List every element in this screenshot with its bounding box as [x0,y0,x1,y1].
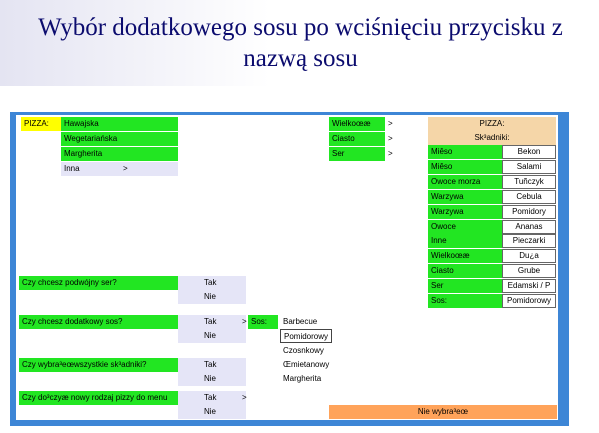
summary-row-value: Edamski / P [502,279,556,293]
arrow-right-icon: > [388,134,393,143]
slide-title: Wybór dodatkowego sosu po wciśnięciu przycisku z nazwą sosu [38,14,563,72]
pizza-option-inna[interactable] [61,162,178,176]
menu-pizza-yes-button[interactable]: Tak [178,391,246,405]
summary-row-label: Owoce [428,220,502,234]
double-cheese-no-button[interactable]: Nie [178,290,246,304]
sauce-option-margherita[interactable]: Margherita [283,374,322,383]
summary-row-label: Wielkoœæ [428,249,502,263]
arrow-right-icon: > [123,164,128,173]
all-ingredients-yes-button[interactable]: Tak [178,358,246,372]
summary-row-value: Du¿a [502,249,556,263]
extra-sauce-yes-label: Tak [204,317,217,326]
summary-row-value: Ananas [502,220,556,234]
extra-sauce-yes-button[interactable] [178,315,246,329]
summary-row-label: Miêso [428,145,502,159]
summary-row-label: Miêso [428,160,502,174]
size-button[interactable]: Wielkoœæ [329,117,385,131]
pizza-option-hawajska[interactable]: Hawajska [61,117,178,131]
summary-row-value: Pomidory [502,205,556,219]
summary-row-value: Cebula [502,190,556,204]
arrow-right-icon: > [388,119,393,128]
all-ingredients-no-button[interactable]: Nie [178,372,246,386]
summary-row-label: Warzywa [428,190,502,204]
summary-row-label: Sos: [428,294,502,308]
pizza-option-margherita[interactable]: Margherita [61,147,178,161]
pizza-option-inna-label: Inna [64,164,80,173]
arrow-right-icon: > [242,393,247,402]
summary-subheader: Sk³adniki: [428,131,556,145]
summary-row-value: Bekon [502,145,556,159]
question-menu-pizza: Czy do³czyæ nowy rodzaj pizzy do menu [19,391,178,405]
summary-row-label: Inne [428,234,502,248]
question-double-cheese: Czy chcesz podwójny ser? [19,276,178,290]
dough-button[interactable]: Ciasto [329,132,385,146]
extra-sauce-no-button[interactable]: Nie [178,329,246,343]
sauce-option-pomidorowy[interactable]: Pomidorowy [280,329,332,343]
sauce-option-czosnkowy[interactable]: Czosnkowy [283,346,324,355]
arrow-right-icon: > [388,149,393,158]
sauce-option-smietanowy[interactable]: Œmietanowy [283,360,330,369]
spreadsheet-area [16,115,558,420]
question-extra-sauce: Czy chcesz dodatkowy sos? [19,315,178,329]
summary-row-label: Owoce morza [428,175,502,189]
sauce-option-barbecue[interactable]: Barbecue [283,317,318,326]
cheese-button[interactable]: Ser [329,147,385,161]
menu-pizza-no-button[interactable]: Nie [178,405,246,419]
arrow-right-icon: > [242,317,247,326]
slide-header [0,0,599,86]
summary-row-label: Warzywa [428,205,502,219]
summary-row-value: Pieczarki [502,234,556,248]
pizza-label: PIZZA: [21,117,61,131]
summary-row-value: Salami [502,160,556,174]
pizza-option-wegetarianska[interactable]: Wegetariańska [61,132,178,146]
status-message: Nie wybra³eœ [329,405,557,419]
summary-row-label: Ser [428,279,502,293]
summary-row-label: Ciasto [428,264,502,278]
summary-header: PIZZA: [428,117,556,131]
summary-row-value: Pomidorowy [502,294,556,308]
sauce-label: Sos: [248,315,278,329]
summary-row-value: Grube [502,264,556,278]
summary-row-value: Tuñczyk [502,175,556,189]
question-all-ingredients: Czy wybra³eœwszystkie sk³adniki? [19,358,178,372]
double-cheese-yes-button[interactable]: Tak [178,276,246,290]
